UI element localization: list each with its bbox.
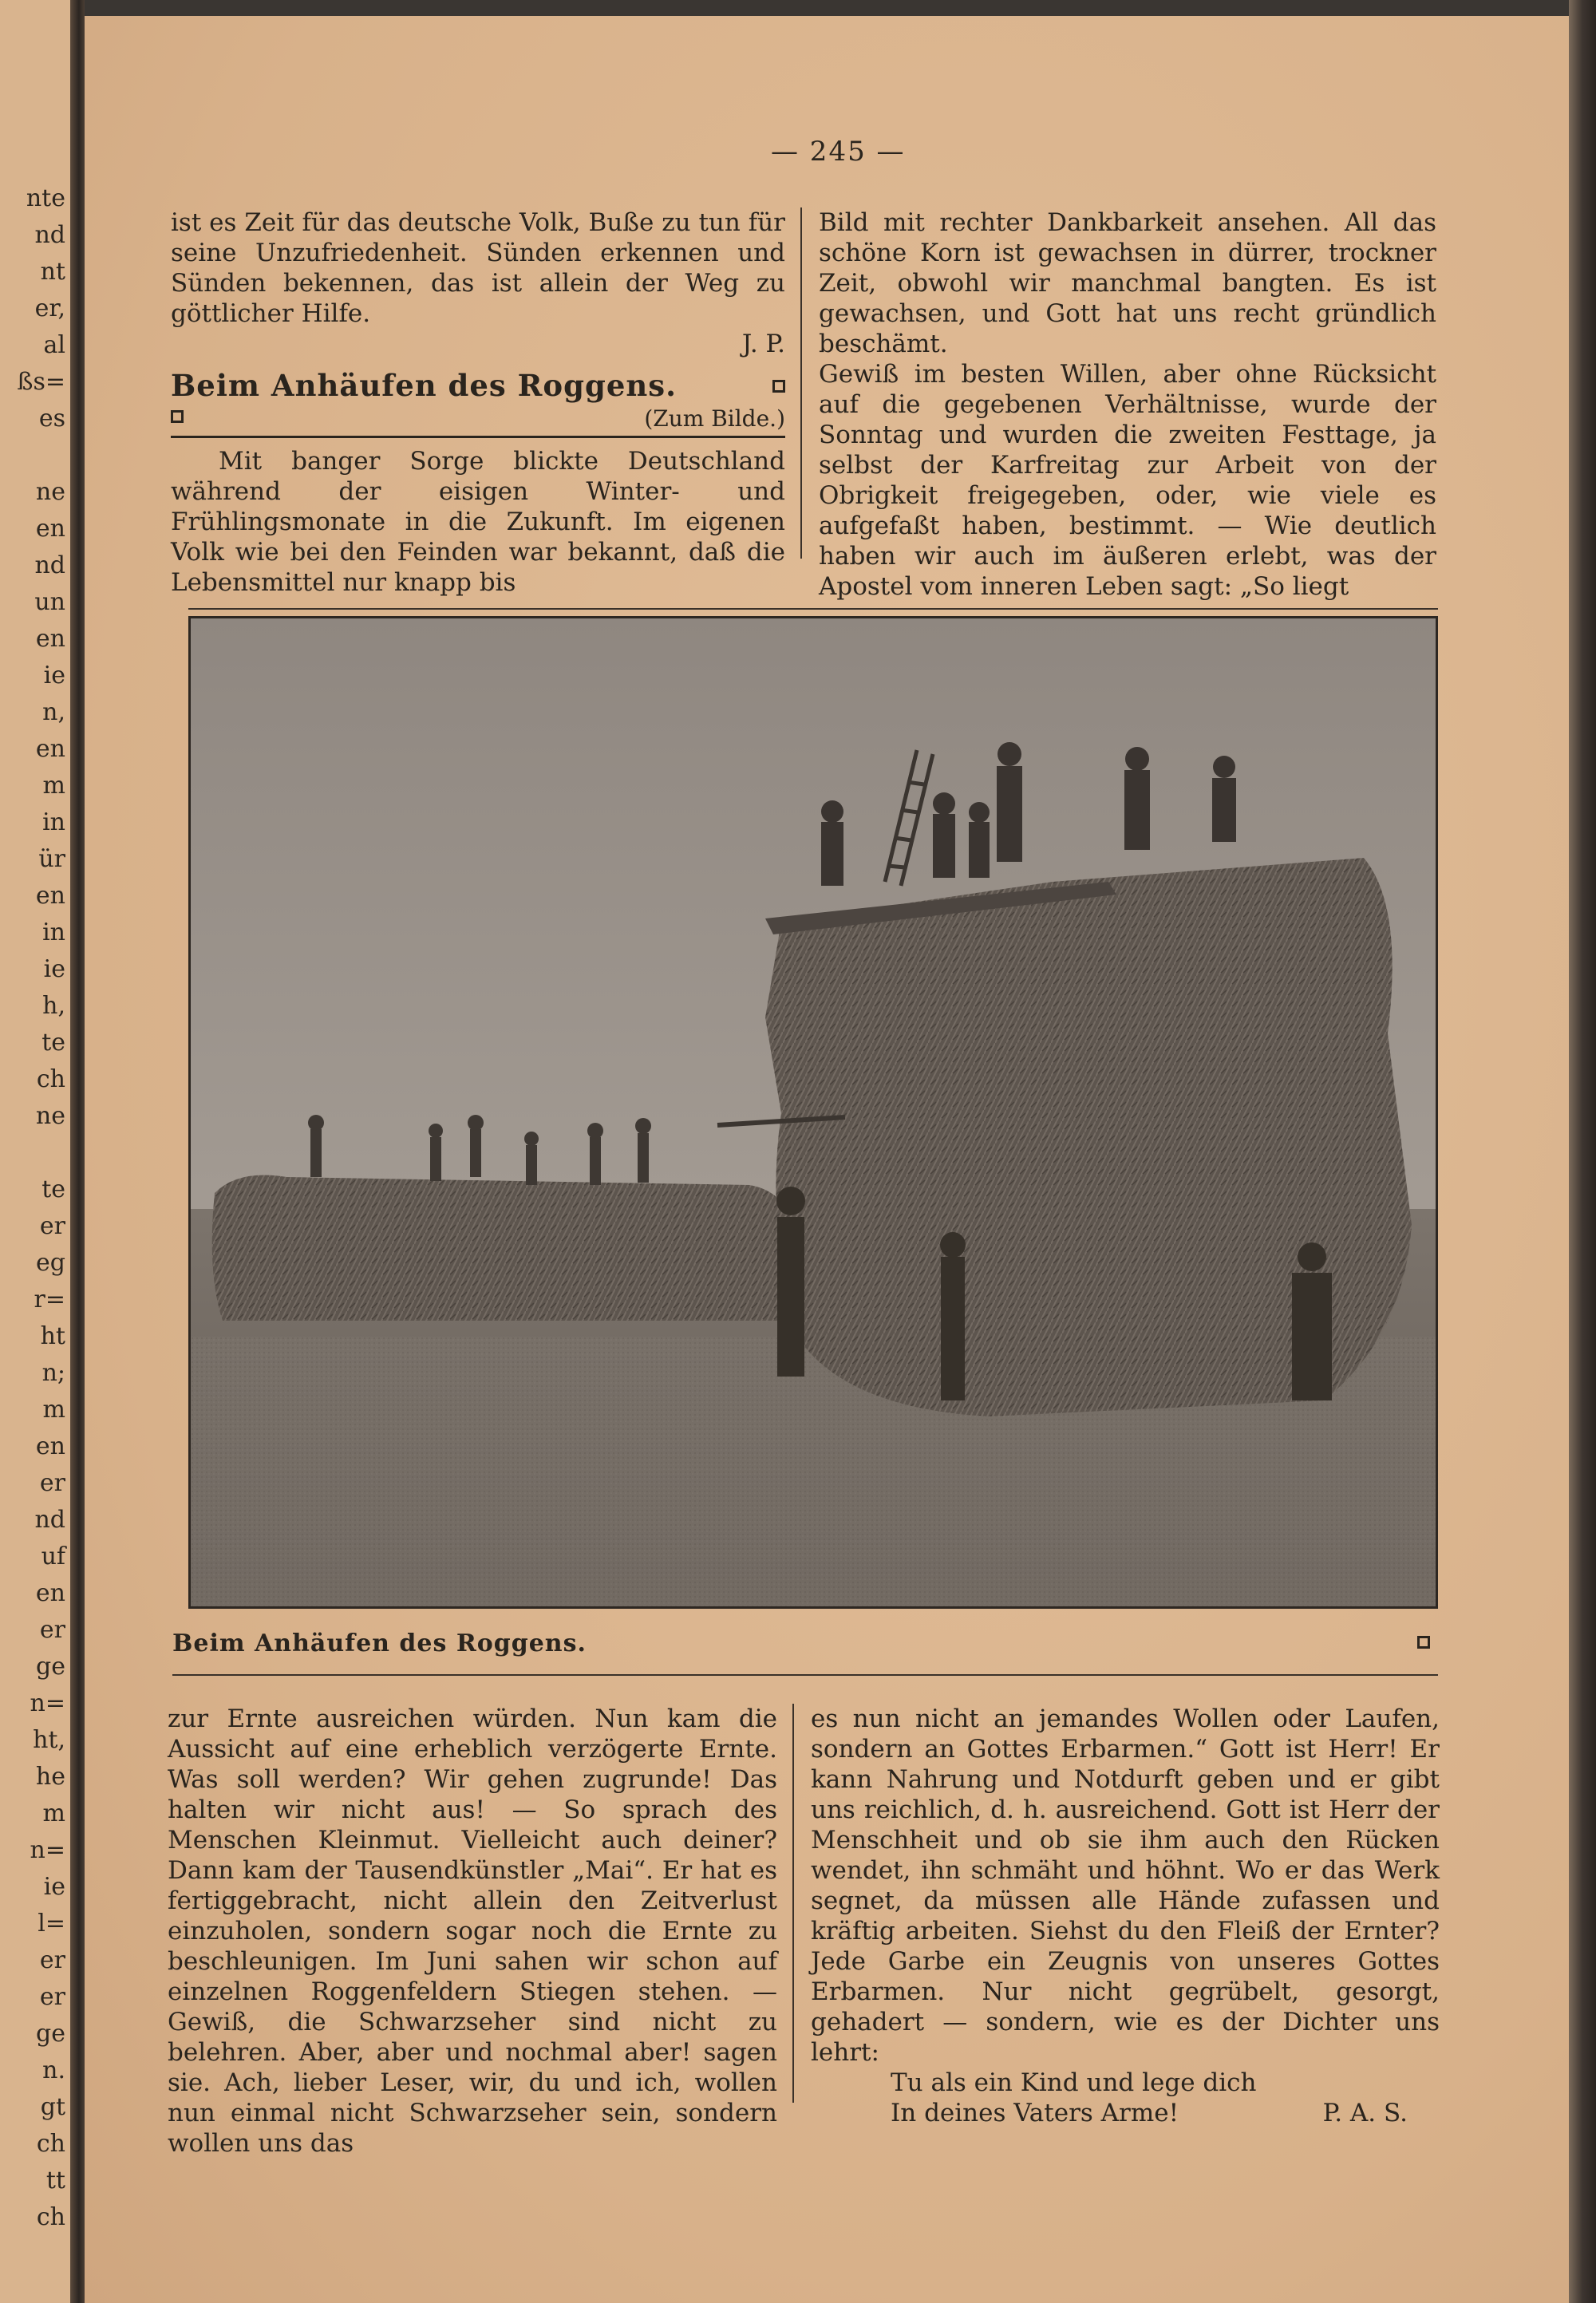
- adjacent-page-fragment: in: [42, 808, 65, 836]
- column-upper-left: [171, 207, 785, 598]
- intro-paragraph: ist es Zeit für das deutsche Volk, Buße zu tun für seine Unzufriedenheit. Sünden erkennen und Sünden bekennen, das ist allein der Weg zu göttlicher Hilfe.: [171, 208, 785, 328]
- adjacent-page-fragment: er: [39, 1469, 65, 1497]
- adjacent-page-fragment: er,: [34, 294, 65, 322]
- article-paragraph: Mit banger Sorge blickte Deutschland während der eisigen Winter- und Frühlingsmonate in die Zukunft. Im eigenen Volk wie bei den Feinden war bekannt, daß die Lebensmittel nur knapp bis: [171, 447, 785, 597]
- article-paragraph: Bild mit rechter Dankbarkeit ansehen. All das schöne Korn ist gewachsen in dürrer, trockner Zeit, obwohl wir manchmal bangten. Es ist gewachsen, und Gott hat uns recht gründlich beschämt.: [819, 208, 1436, 358]
- article-subtitle-row: [171, 404, 785, 438]
- adjacent-page-fragment: m: [42, 1799, 65, 1827]
- adjacent-page-fragment: h,: [42, 992, 65, 1020]
- adjacent-page-fragment: l=: [38, 1910, 65, 1938]
- adjacent-page-fragment: gt: [40, 2093, 65, 2121]
- adjacent-page-fragment: uf: [41, 1543, 65, 1570]
- article-paragraph: zur Ernte ausreichen würden. Nun kam die Aussicht auf eine erheblich verzögerte Ernte. Was soll werden? Wir gehen zugrunde! Das halten wir nicht aus! — So sprach des Menschen Kleinmut. Vielleicht auch deiner? Dann kam der Tausendkünstler „Mai“. Er hat es fertiggebracht, nicht allein den Zeitverlust einzuholen, sondern sogar noch die Ernte zu beschleunigen. Im Juni sahen wir schon auf einzelnen Roggenfeldern Stiegen stehen. — Gewiß, die Schwarzseher sind nicht zu belehren. Aber, aber und nochmal aber! sagen sie. Ach, lieber Leser, wir, du und ich, wollen nun einmal nicht Schwarzseher sein, sondern wollen uns das: [168, 1705, 777, 2158]
- adjacent-page-fragment: n=: [30, 1689, 65, 1717]
- poem-line-text: In deines Vaters Arme!: [891, 2099, 1179, 2127]
- article-subtitle: (Zum Bilde.): [644, 405, 785, 432]
- adjacent-page-fragment: en: [35, 735, 65, 763]
- adjacent-page-fragment: ge: [36, 1653, 65, 1681]
- adjacent-page-fragment: m: [42, 772, 65, 800]
- adjacent-page-fragment: ßs=: [17, 368, 65, 396]
- poem-line: Tu als ein Kind und lege dich: [891, 2068, 1257, 2097]
- adjacent-page-fragment: he: [35, 1763, 65, 1791]
- intro-signature: J. P.: [741, 330, 785, 358]
- adjacent-page-fragment: ne: [35, 1102, 65, 1130]
- poem-line: [891, 2098, 1440, 2128]
- distant-hay-wagon: [212, 1175, 797, 1321]
- adjacent-page-fragment: nd: [34, 1506, 65, 1534]
- adjacent-page-fragment: er: [39, 1946, 65, 1974]
- adjacent-page-fragment: n=: [30, 1836, 65, 1864]
- poem-quote: [811, 2068, 1440, 2128]
- adjacent-page-fragment: ge: [36, 2020, 65, 2048]
- adjacent-page-fragment: ür: [38, 845, 65, 873]
- article-title: Beim Anhäufen des Roggens.: [171, 368, 677, 403]
- column-lower-left: [168, 1704, 777, 2159]
- adjacent-page-fragment: ch: [36, 2203, 65, 2231]
- adjacent-page-fragment: in: [42, 918, 65, 946]
- adjacent-page-fragment: nd: [34, 221, 65, 249]
- adjacent-page-fragment: te: [41, 1029, 65, 1057]
- adjacent-page-fragment: m: [42, 1396, 65, 1424]
- adjacent-page-fragment: ie: [43, 955, 65, 983]
- adjacent-page-fragment: nd: [34, 551, 65, 579]
- column-divider: [792, 1704, 794, 2103]
- adjacent-page-fragment: en: [35, 625, 65, 653]
- page-number: — 245 —: [771, 136, 906, 168]
- adjacent-page-fragment: n,: [42, 698, 65, 726]
- adjacent-page-fragment: nt: [40, 258, 65, 286]
- adjacent-page-fragment: tt: [45, 2167, 65, 2194]
- photo-illustration: [191, 618, 1436, 1606]
- adjacent-page-fragment: ch: [36, 1065, 65, 1093]
- adjacent-page-fragment: ch: [36, 2130, 65, 2158]
- adjacent-page-fragment: te: [41, 1175, 65, 1203]
- adjacent-page-fragment: n.: [42, 2056, 65, 2084]
- adjacent-page-fragment: eg: [36, 1249, 65, 1277]
- adjacent-page-fragment: en: [35, 1579, 65, 1607]
- adjacent-page-fragment: n;: [41, 1359, 65, 1387]
- adjacent-page-fragment: er: [39, 1616, 65, 1644]
- adjacent-page-fragment: en: [35, 515, 65, 543]
- adjacent-page-fragment: en: [35, 882, 65, 910]
- ornament-square-icon: [171, 410, 184, 423]
- adjacent-page-fragment: er: [39, 1212, 65, 1240]
- adjacent-page-fragment: ie: [43, 1873, 65, 1901]
- author-signature: P. A. S.: [1322, 2099, 1408, 2127]
- figure-top-rule: [188, 608, 1438, 610]
- figure-caption: Beim Anhäufen des Roggens.: [172, 1629, 587, 1657]
- article-paragraph: Gewiß im besten Willen, aber ohne Rücksicht auf die gegebenen Verhältnisse, wurde der Sonntag und wurden die zweiten Festtage, ja selbst der Karfreitag zur Arbeit von der Obrigkeit freigegeben, oder, wie viele es aufgefaßt haben, bestimmt. — Wie deutlich haben wir auch im äußeren erlebt, was der Apostel vom inneren Leben sagt: „So liegt: [819, 360, 1436, 601]
- adjacent-page-fragment: en: [35, 1432, 65, 1460]
- book-gutter: [70, 0, 85, 2303]
- page: [85, 16, 1569, 2303]
- article-heading: [171, 367, 785, 438]
- adjacent-page-fragment: un: [34, 588, 65, 616]
- adjacent-page-fragment: r=: [34, 1286, 65, 1313]
- adjacent-page-fragment: ht,: [33, 1726, 65, 1754]
- adjacent-page-fragment: es: [38, 405, 65, 433]
- column-lower-right: [811, 1704, 1440, 2128]
- adjacent-page-fragment: nte: [26, 184, 65, 212]
- ornament-square-icon: [1417, 1636, 1430, 1649]
- column-upper-right: [819, 207, 1436, 602]
- adjacent-page-fragment: er: [39, 1983, 65, 2011]
- article-paragraph: es nun nicht an jemandes Wollen oder Laufen, sondern an Gottes Erbarmen.“ Gott ist Herr! Er kann Nahrung und Notdurft geben und er gibt uns reichlich, d. h. ausreichend. Gott ist Herr der Menschheit und ob sie ihm auch den Rücken wendet, ihn schmäht und höhnt. Wo er das Werk segnet, da müssen alle Hände zufassen und kräftig arbeiten. Siehst du den Fleiß der Ernter? Jede Garbe ein Zeugnis von unseres Gottes Erbarmen. Nur nicht gegrübelt, gesorgt, gehadert — sondern, wie es der Dichter uns lehrt:: [811, 1705, 1440, 2067]
- column-divider: [800, 207, 802, 559]
- book-spine-edge: [1569, 0, 1596, 2303]
- adjacent-page-fragment: al: [43, 331, 65, 359]
- ornament-square-icon: [772, 380, 785, 393]
- caption-rule: [172, 1674, 1438, 1676]
- adjacent-page-edge: [0, 0, 70, 2303]
- adjacent-page-fragment: ht: [40, 1322, 65, 1350]
- adjacent-page-fragment: ne: [35, 478, 65, 506]
- photo-harvest-haystack: [188, 616, 1438, 1609]
- adjacent-page-fragment: ie: [43, 662, 65, 689]
